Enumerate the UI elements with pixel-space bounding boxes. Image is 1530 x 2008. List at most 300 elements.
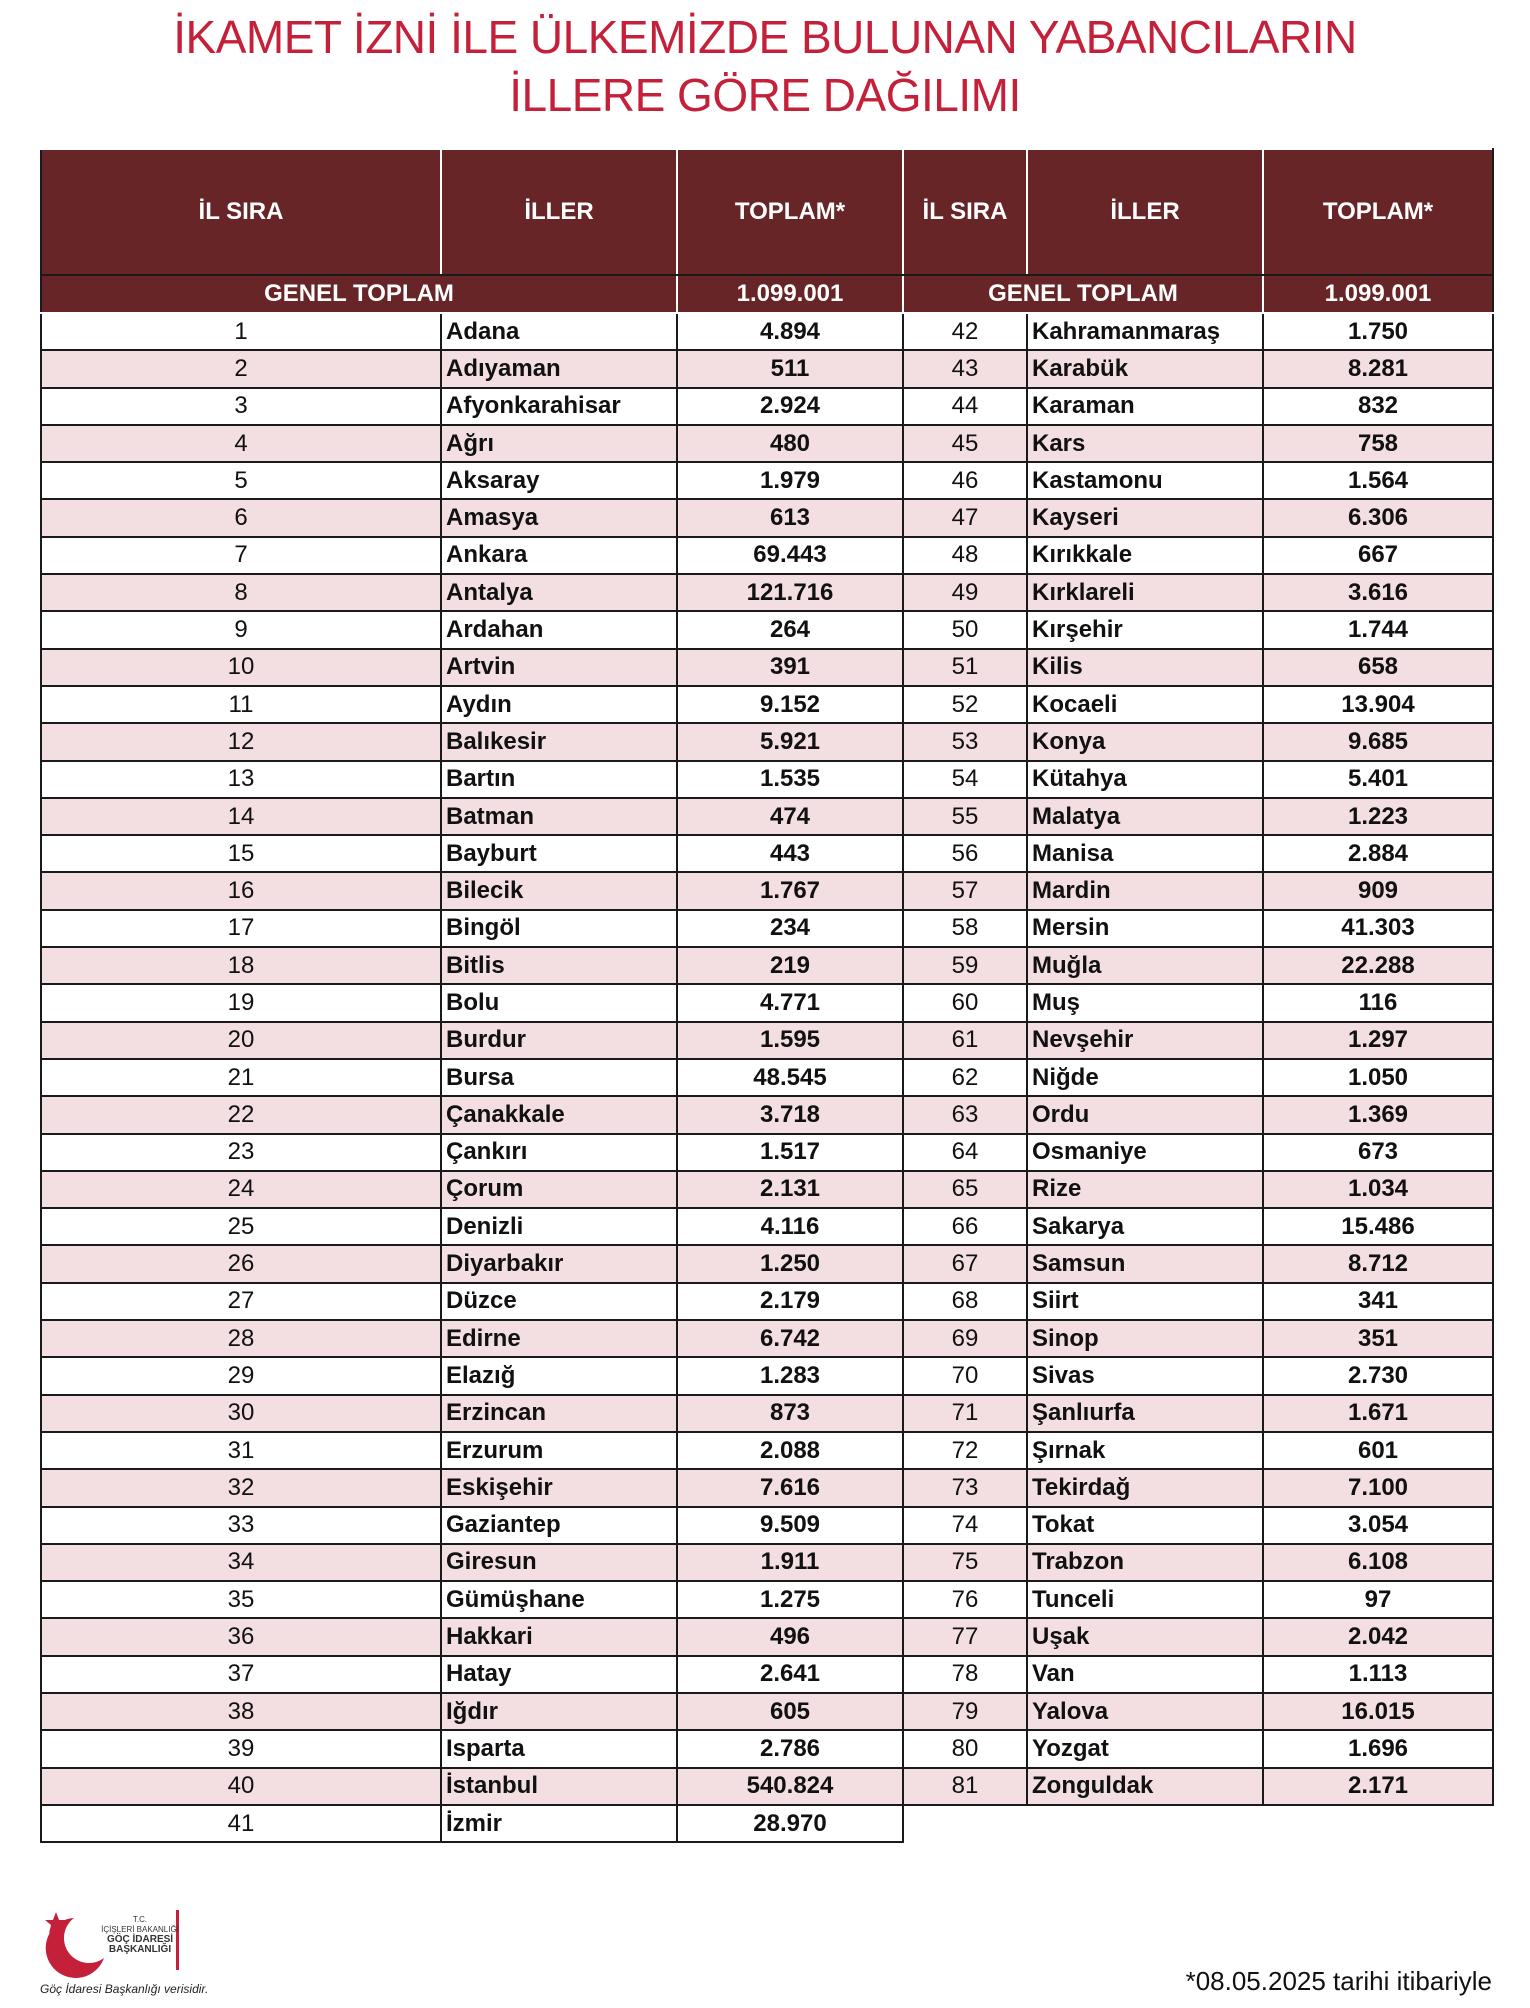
- province-cell: İzmir: [441, 1805, 677, 1842]
- province-cell: Bursa: [441, 1059, 677, 1096]
- rank-cell: 76: [903, 1581, 1027, 1618]
- total-cell: 121.716: [677, 574, 903, 611]
- province-cell: Kütahya: [1027, 761, 1263, 798]
- total-cell: 116: [1263, 984, 1493, 1021]
- table-row: [41, 910, 1493, 947]
- header-province-left: İLLER: [441, 149, 677, 275]
- rank-cell: 72: [903, 1432, 1027, 1469]
- rank-cell: 39: [41, 1730, 441, 1767]
- province-cell: Gaziantep: [441, 1507, 677, 1544]
- total-cell: 1.535: [677, 761, 903, 798]
- rank-cell: 80: [903, 1730, 1027, 1767]
- header-total-right: TOPLAM*: [1263, 149, 1493, 275]
- rank-cell: 44: [903, 388, 1027, 425]
- total-cell: 6.108: [1263, 1544, 1493, 1581]
- total-cell: 16.015: [1263, 1693, 1493, 1730]
- province-cell: Tokat: [1027, 1507, 1263, 1544]
- rank-cell: 60: [903, 984, 1027, 1021]
- province-cell: Yozgat: [1027, 1730, 1263, 1767]
- rank-cell: 64: [903, 1134, 1027, 1171]
- rank-cell: 68: [903, 1283, 1027, 1320]
- rank-cell: 21: [41, 1059, 441, 1096]
- total-cell: 540.824: [677, 1768, 903, 1805]
- rank-cell: 1: [41, 313, 441, 350]
- rank-cell: 19: [41, 984, 441, 1021]
- rank-cell: 38: [41, 1693, 441, 1730]
- province-cell: Kilis: [1027, 649, 1263, 686]
- province-cell: Bitlis: [441, 947, 677, 984]
- total-cell: 480: [677, 425, 903, 462]
- total-cell: 658: [1263, 649, 1493, 686]
- logo-line-3: GÖÇ İDARESİ: [106, 1934, 174, 1945]
- total-cell: 1.744: [1263, 611, 1493, 648]
- table-row: [41, 1805, 1493, 1842]
- province-cell: Muş: [1027, 984, 1263, 1021]
- table-row: [41, 1507, 1493, 1544]
- total-cell: 1.911: [677, 1544, 903, 1581]
- province-cell: Manisa: [1027, 835, 1263, 872]
- table-row: [41, 425, 1493, 462]
- province-cell: Şırnak: [1027, 1432, 1263, 1469]
- title-line-1: İKAMET İZNİ İLE ÜLKEMİZDE BULUNAN YABANCILARIN: [173, 11, 1357, 63]
- total-cell: 601: [1263, 1432, 1493, 1469]
- province-cell: Kocaeli: [1027, 686, 1263, 723]
- province-cell: Bolu: [441, 984, 677, 1021]
- header-rank-right: İL SIRA: [903, 149, 1027, 275]
- rank-cell: 35: [41, 1581, 441, 1618]
- rank-cell: 49: [903, 574, 1027, 611]
- header-province-right: İLLER: [1027, 149, 1263, 275]
- province-cell: Aydın: [441, 686, 677, 723]
- province-cell: Şanlıurfa: [1027, 1395, 1263, 1432]
- total-cell: 5.401: [1263, 761, 1493, 798]
- total-cell: 667: [1263, 537, 1493, 574]
- rank-cell: 71: [903, 1395, 1027, 1432]
- table-row: [41, 798, 1493, 835]
- total-cell: 1.297: [1263, 1022, 1493, 1059]
- province-cell: Bingöl: [441, 910, 677, 947]
- total-cell: 3.718: [677, 1096, 903, 1133]
- province-cell: Denizli: [441, 1208, 677, 1245]
- rank-cell: 56: [903, 835, 1027, 872]
- total-cell: 97: [1263, 1581, 1493, 1618]
- total-cell: 1.113: [1263, 1656, 1493, 1693]
- total-cell: 48.545: [677, 1059, 903, 1096]
- total-cell: 1.671: [1263, 1395, 1493, 1432]
- table-row: [41, 388, 1493, 425]
- province-cell: Hakkari: [441, 1618, 677, 1655]
- province-cell: Malatya: [1027, 798, 1263, 835]
- rank-cell: 29: [41, 1357, 441, 1394]
- rank-cell: 2: [41, 350, 441, 387]
- total-cell: 1.564: [1263, 462, 1493, 499]
- table-row: [41, 1171, 1493, 1208]
- total-cell: 13.904: [1263, 686, 1493, 723]
- table-row: [41, 1544, 1493, 1581]
- grand-total-label-left: GENEL TOPLAM: [41, 275, 677, 313]
- province-cell: Trabzon: [1027, 1544, 1263, 1581]
- total-cell: 613: [677, 499, 903, 536]
- logo-line-2: İÇİŞLERİ BAKANLIĞI: [101, 1925, 179, 1934]
- province-cell: Tunceli: [1027, 1581, 1263, 1618]
- rank-cell: 55: [903, 798, 1027, 835]
- total-cell: 443: [677, 835, 903, 872]
- rank-cell: 8: [41, 574, 441, 611]
- table-row: [41, 1618, 1493, 1655]
- total-cell: 832: [1263, 388, 1493, 425]
- total-cell: 7.100: [1263, 1469, 1493, 1506]
- rank-cell: 27: [41, 1283, 441, 1320]
- total-cell: 4.894: [677, 313, 903, 350]
- province-cell: Osmaniye: [1027, 1134, 1263, 1171]
- rank-cell: 53: [903, 723, 1027, 760]
- rank-cell: 26: [41, 1245, 441, 1282]
- province-cell: Elazığ: [441, 1357, 677, 1394]
- total-cell: 605: [677, 1693, 903, 1730]
- province-cell: Ardahan: [441, 611, 677, 648]
- table-row: [41, 947, 1493, 984]
- total-cell: 873: [677, 1395, 903, 1432]
- province-cell: Edirne: [441, 1320, 677, 1357]
- rank-cell: 31: [41, 1432, 441, 1469]
- total-cell: 2.179: [677, 1283, 903, 1320]
- province-cell: Isparta: [441, 1730, 677, 1767]
- province-cell: Kahramanmaraş: [1027, 313, 1263, 350]
- total-cell: 673: [1263, 1134, 1493, 1171]
- rank-cell: 15: [41, 835, 441, 872]
- table-row: [41, 723, 1493, 760]
- table-row: [41, 1134, 1493, 1171]
- total-cell: 1.696: [1263, 1730, 1493, 1767]
- total-cell: 1.223: [1263, 798, 1493, 835]
- province-cell: Adıyaman: [441, 350, 677, 387]
- rank-cell: 46: [903, 462, 1027, 499]
- rank-cell: 24: [41, 1171, 441, 1208]
- rank-cell: 70: [903, 1357, 1027, 1394]
- table-row: [41, 611, 1493, 648]
- table-row: [41, 537, 1493, 574]
- rank-cell: 33: [41, 1507, 441, 1544]
- province-cell: Amasya: [441, 499, 677, 536]
- rank-cell: 7: [41, 537, 441, 574]
- province-cell: Çanakkale: [441, 1096, 677, 1133]
- province-table: [40, 148, 1494, 1843]
- page-title: [0, 8, 1530, 124]
- province-cell: Kırşehir: [1027, 611, 1263, 648]
- header-rank-left: İL SIRA: [41, 149, 441, 275]
- rank-cell: 9: [41, 611, 441, 648]
- rank-cell: 23: [41, 1134, 441, 1171]
- province-cell: Konya: [1027, 723, 1263, 760]
- total-cell: 3.054: [1263, 1507, 1493, 1544]
- total-cell: 5.921: [677, 723, 903, 760]
- rank-cell: 67: [903, 1245, 1027, 1282]
- province-cell: Batman: [441, 798, 677, 835]
- province-cell: Giresun: [441, 1544, 677, 1581]
- total-cell: 264: [677, 611, 903, 648]
- logo-caption: Göç İdaresi Başkanlığı verisidir.: [40, 1982, 209, 1996]
- total-cell: 41.303: [1263, 910, 1493, 947]
- total-cell: 391: [677, 649, 903, 686]
- province-cell: Van: [1027, 1656, 1263, 1693]
- rank-cell: 69: [903, 1320, 1027, 1357]
- empty-cell: [903, 1805, 1493, 1842]
- province-cell: Ağrı: [441, 425, 677, 462]
- province-cell: Yalova: [1027, 1693, 1263, 1730]
- total-cell: 9.685: [1263, 723, 1493, 760]
- province-cell: Zonguldak: [1027, 1768, 1263, 1805]
- rank-cell: 40: [41, 1768, 441, 1805]
- grand-total-value-right: 1.099.001: [1263, 275, 1493, 313]
- title-line-2: İLLERE GÖRE DAĞILIMI: [509, 69, 1021, 121]
- total-cell: 1.767: [677, 872, 903, 909]
- province-cell: Kırklareli: [1027, 574, 1263, 611]
- table-row: [41, 649, 1493, 686]
- total-cell: 758: [1263, 425, 1493, 462]
- total-cell: 15.486: [1263, 1208, 1493, 1245]
- total-cell: 909: [1263, 872, 1493, 909]
- table-row: [41, 1730, 1493, 1767]
- province-cell: Ankara: [441, 537, 677, 574]
- grand-total-value-left: 1.099.001: [677, 275, 903, 313]
- total-cell: 1.050: [1263, 1059, 1493, 1096]
- total-cell: 2.884: [1263, 835, 1493, 872]
- total-cell: 1.979: [677, 462, 903, 499]
- province-cell: Sinop: [1027, 1320, 1263, 1357]
- rank-cell: 30: [41, 1395, 441, 1432]
- total-cell: 8.712: [1263, 1245, 1493, 1282]
- table-row: [41, 835, 1493, 872]
- total-cell: 496: [677, 1618, 903, 1655]
- province-cell: Balıkesir: [441, 723, 677, 760]
- total-cell: 341: [1263, 1283, 1493, 1320]
- total-cell: 4.771: [677, 984, 903, 1021]
- rank-cell: 6: [41, 499, 441, 536]
- rank-cell: 58: [903, 910, 1027, 947]
- table-row: [41, 1581, 1493, 1618]
- rank-cell: 63: [903, 1096, 1027, 1133]
- rank-cell: 78: [903, 1656, 1027, 1693]
- rank-cell: 12: [41, 723, 441, 760]
- logo-line-1: T.C.: [132, 1915, 148, 1924]
- rank-cell: 81: [903, 1768, 1027, 1805]
- rank-cell: 3: [41, 388, 441, 425]
- total-cell: 1.369: [1263, 1096, 1493, 1133]
- province-cell: Iğdır: [441, 1693, 677, 1730]
- total-cell: 6.306: [1263, 499, 1493, 536]
- table-row: [41, 872, 1493, 909]
- province-cell: Erzincan: [441, 1395, 677, 1432]
- province-cell: Sivas: [1027, 1357, 1263, 1394]
- province-cell: Kayseri: [1027, 499, 1263, 536]
- province-cell: Rize: [1027, 1171, 1263, 1208]
- province-cell: Afyonkarahisar: [441, 388, 677, 425]
- logo-text: [100, 1915, 180, 1955]
- rank-cell: 4: [41, 425, 441, 462]
- total-cell: 1.517: [677, 1134, 903, 1171]
- total-cell: 2.786: [677, 1730, 903, 1767]
- total-cell: 2.730: [1263, 1357, 1493, 1394]
- total-cell: 22.288: [1263, 947, 1493, 984]
- province-cell: Mardin: [1027, 872, 1263, 909]
- rank-cell: 51: [903, 649, 1027, 686]
- rank-cell: 10: [41, 649, 441, 686]
- rank-cell: 16: [41, 872, 441, 909]
- total-cell: 1.034: [1263, 1171, 1493, 1208]
- table-row: [41, 1208, 1493, 1245]
- province-cell: Burdur: [441, 1022, 677, 1059]
- rank-cell: 57: [903, 872, 1027, 909]
- province-cell: Bayburt: [441, 835, 677, 872]
- table-row: [41, 1432, 1493, 1469]
- total-cell: 2.924: [677, 388, 903, 425]
- total-cell: 3.616: [1263, 574, 1493, 611]
- total-cell: 69.443: [677, 537, 903, 574]
- province-cell: Uşak: [1027, 1618, 1263, 1655]
- province-cell: Adana: [441, 313, 677, 350]
- total-cell: 9.152: [677, 686, 903, 723]
- table-row: [41, 1656, 1493, 1693]
- rank-cell: 65: [903, 1171, 1027, 1208]
- table-row: [41, 686, 1493, 723]
- province-cell: Mersin: [1027, 910, 1263, 947]
- province-cell: Düzce: [441, 1283, 677, 1320]
- province-cell: Kastamonu: [1027, 462, 1263, 499]
- rank-cell: 75: [903, 1544, 1027, 1581]
- rank-cell: 37: [41, 1656, 441, 1693]
- table-row: [41, 1768, 1493, 1805]
- total-cell: 2.088: [677, 1432, 903, 1469]
- rank-cell: 47: [903, 499, 1027, 536]
- rank-cell: 50: [903, 611, 1027, 648]
- province-cell: Kars: [1027, 425, 1263, 462]
- province-cell: Samsun: [1027, 1245, 1263, 1282]
- rank-cell: 42: [903, 313, 1027, 350]
- total-cell: 28.970: [677, 1805, 903, 1842]
- province-cell: Hatay: [441, 1656, 677, 1693]
- rank-cell: 5: [41, 462, 441, 499]
- table-row: [41, 1357, 1493, 1394]
- rank-cell: 77: [903, 1618, 1027, 1655]
- table-row: [41, 313, 1493, 350]
- rank-cell: 74: [903, 1507, 1027, 1544]
- total-cell: 1.595: [677, 1022, 903, 1059]
- rank-cell: 28: [41, 1320, 441, 1357]
- grand-total-row: [41, 275, 1493, 313]
- rank-cell: 79: [903, 1693, 1027, 1730]
- total-cell: 4.116: [677, 1208, 903, 1245]
- province-cell: Bartın: [441, 761, 677, 798]
- table-row: [41, 462, 1493, 499]
- table-row: [41, 1469, 1493, 1506]
- province-cell: Niğde: [1027, 1059, 1263, 1096]
- table-row: [41, 350, 1493, 387]
- province-cell: Gümüşhane: [441, 1581, 677, 1618]
- rank-cell: 14: [41, 798, 441, 835]
- rank-cell: 17: [41, 910, 441, 947]
- province-cell: Diyarbakır: [441, 1245, 677, 1282]
- total-cell: 2.131: [677, 1171, 903, 1208]
- rank-cell: 52: [903, 686, 1027, 723]
- table-row: [41, 1395, 1493, 1432]
- total-cell: 474: [677, 798, 903, 835]
- province-cell: Aksaray: [441, 462, 677, 499]
- table-row: [41, 1245, 1493, 1282]
- rank-cell: 61: [903, 1022, 1027, 1059]
- total-cell: 219: [677, 947, 903, 984]
- table-row: [41, 1059, 1493, 1096]
- province-cell: Bilecik: [441, 872, 677, 909]
- province-cell: Karaman: [1027, 388, 1263, 425]
- rank-cell: 25: [41, 1208, 441, 1245]
- total-cell: 351: [1263, 1320, 1493, 1357]
- rank-cell: 48: [903, 537, 1027, 574]
- rank-cell: 11: [41, 686, 441, 723]
- province-cell: Sakarya: [1027, 1208, 1263, 1245]
- total-cell: 8.281: [1263, 350, 1493, 387]
- table-row: [41, 1283, 1493, 1320]
- table-row: [41, 1096, 1493, 1133]
- total-cell: 9.509: [677, 1507, 903, 1544]
- province-cell: Artvin: [441, 649, 677, 686]
- rank-cell: 43: [903, 350, 1027, 387]
- date-footnote: *08.05.2025 tarihi itibariyle: [1185, 1966, 1492, 1996]
- total-cell: 1.250: [677, 1245, 903, 1282]
- rank-cell: 18: [41, 947, 441, 984]
- rank-cell: 73: [903, 1469, 1027, 1506]
- province-cell: Ordu: [1027, 1096, 1263, 1133]
- province-cell: Eskişehir: [441, 1469, 677, 1506]
- province-cell: Siirt: [1027, 1283, 1263, 1320]
- province-cell: Antalya: [441, 574, 677, 611]
- total-cell: 511: [677, 350, 903, 387]
- province-cell: Nevşehir: [1027, 1022, 1263, 1059]
- rank-cell: 59: [903, 947, 1027, 984]
- province-cell: Çorum: [441, 1171, 677, 1208]
- table-row: [41, 499, 1493, 536]
- total-cell: 6.742: [677, 1320, 903, 1357]
- rank-cell: 54: [903, 761, 1027, 798]
- rank-cell: 66: [903, 1208, 1027, 1245]
- province-cell: Muğla: [1027, 947, 1263, 984]
- logo-line-4: BAŞKANLIĞI: [108, 1944, 172, 1955]
- rank-cell: 32: [41, 1469, 441, 1506]
- table-row: [41, 1320, 1493, 1357]
- rank-cell: 13: [41, 761, 441, 798]
- province-cell: Karabük: [1027, 350, 1263, 387]
- province-cell: Tekirdağ: [1027, 1469, 1263, 1506]
- table-header-row: [41, 149, 1493, 275]
- total-cell: 2.042: [1263, 1618, 1493, 1655]
- table-row: [41, 984, 1493, 1021]
- total-cell: 2.171: [1263, 1768, 1493, 1805]
- rank-cell: 20: [41, 1022, 441, 1059]
- rank-cell: 36: [41, 1618, 441, 1655]
- table-row: [41, 1022, 1493, 1059]
- rank-cell: 62: [903, 1059, 1027, 1096]
- total-cell: 7.616: [677, 1469, 903, 1506]
- rank-cell: 41: [41, 1805, 441, 1842]
- grand-total-label-right: GENEL TOPLAM: [903, 275, 1263, 313]
- province-cell: Erzurum: [441, 1432, 677, 1469]
- total-cell: 1.283: [677, 1357, 903, 1394]
- total-cell: 234: [677, 910, 903, 947]
- total-cell: 1.750: [1263, 313, 1493, 350]
- rank-cell: 22: [41, 1096, 441, 1133]
- table-row: [41, 574, 1493, 611]
- province-cell: Çankırı: [441, 1134, 677, 1171]
- table-row: [41, 761, 1493, 798]
